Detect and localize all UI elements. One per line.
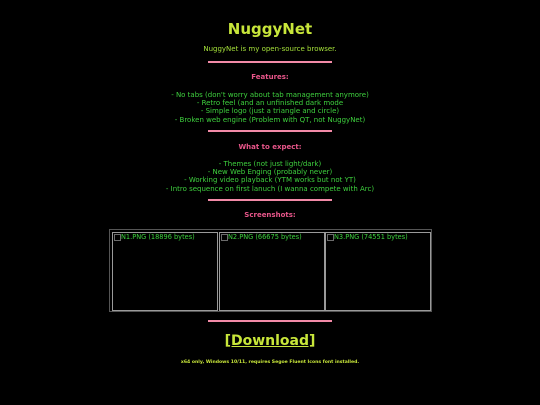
list-item: - Retro feel (and an unfinished dark mode [196,99,344,108]
screenshots-table [109,229,432,312]
download-link[interactable]: [Download] [224,333,316,349]
page-title: NuggyNet [227,20,313,38]
divider [208,61,332,63]
features-heading: Features: [251,73,289,81]
download-section [0,331,540,351]
screenshot-image[interactable] [219,232,325,311]
divider [208,199,332,201]
image-alt-text: N1.PNG (18896 bytes) [121,233,195,241]
image-alt-text: N3.PNG (74551 bytes) [334,233,408,241]
list-item: - Working video playback (YTM works but not YT) [184,176,356,185]
tagline: NuggyNet is my open-source browser. [203,45,337,53]
list-item: - Intro sequence on first lanuch (I wanna compete with Arc) [165,184,375,193]
list-item: - New Web Enging (probably never) [207,168,333,177]
image-alt-text: N2.PNG (66675 bytes) [228,233,302,241]
screenshot-image[interactable] [325,232,431,311]
requirements-note: x64 only, Windows 10/11, requires Segoe Fluent Icons font installed. [180,360,360,365]
list-item: - No tabs (don't worry about tab management anymore) [171,91,369,99]
divider [208,320,332,322]
list-item: - Themes (not just light/dark) [218,160,322,168]
screenshots-heading: Screenshots: [244,211,296,219]
broken-image-icon [327,234,334,241]
screenshot-image[interactable] [112,232,218,311]
features-list [0,91,540,124]
divider [208,130,332,132]
broken-image-icon [221,234,228,241]
list-item: - Simple logo (just a triangle and circle) [200,107,340,116]
expect-heading: What to expect: [238,143,302,151]
broken-image-icon [114,234,121,241]
expect-list [0,160,540,193]
list-item: - Broken web engine (Problem with QT, not NuggyNet) [174,115,366,124]
